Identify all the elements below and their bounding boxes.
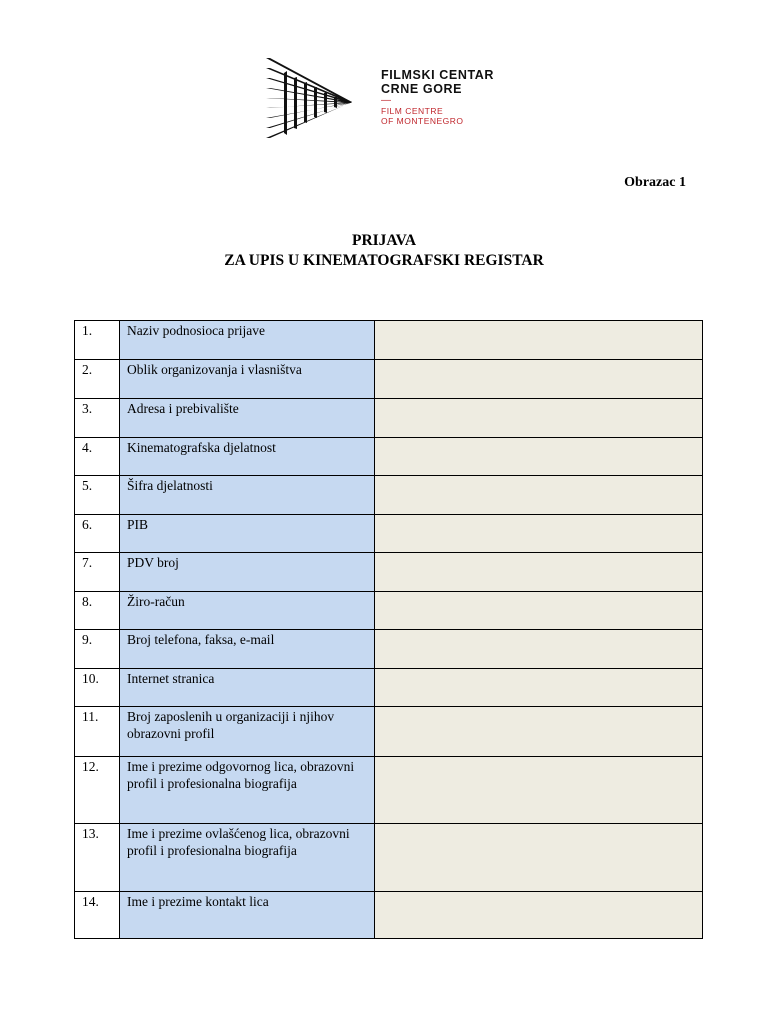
field-value-input[interactable] [375, 707, 703, 757]
field-label: Naziv podnosioca prijave [120, 321, 375, 360]
logo-dash: — [381, 95, 391, 106]
table-row [75, 321, 703, 360]
table-row [75, 592, 703, 630]
field-value-input[interactable] [375, 669, 703, 707]
field-label: Ime i prezime kontakt lica [120, 892, 375, 939]
field-label: Kinematografska djelatnost [120, 438, 375, 476]
logo-sub-line2: OF MONTENEGRO [381, 116, 464, 126]
title-line1: PRIJAVA [351, 232, 417, 249]
field-value-input[interactable] [375, 399, 703, 438]
row-number: 4. [75, 438, 120, 476]
field-label: Šifra djelatnosti [120, 476, 375, 515]
title-line2: ZA UPIS U KINEMATOGRAFSKI REGISTAR [224, 252, 544, 269]
field-value-input[interactable] [375, 757, 703, 824]
registration-form-table [74, 320, 703, 939]
row-number: 13. [75, 824, 120, 892]
row-number: 5. [75, 476, 120, 515]
row-number: 7. [75, 553, 120, 592]
row-number: 9. [75, 630, 120, 669]
table-row [75, 438, 703, 476]
table-row [75, 707, 703, 757]
field-value-input[interactable] [375, 321, 703, 360]
row-number: 12. [75, 757, 120, 824]
field-value-input[interactable] [375, 892, 703, 939]
field-value-input[interactable] [375, 438, 703, 476]
table-row [75, 476, 703, 515]
table-row [75, 757, 703, 824]
logo [264, 56, 524, 146]
logo-sub-line1: FILM CENTRE [381, 106, 444, 116]
row-number: 14. [75, 892, 120, 939]
field-label: Broj telefona, faksa, e-mail [120, 630, 375, 669]
field-label: Ime i prezime ovlašćenog lica, obrazovni profil i profesionalna biografija [120, 824, 375, 892]
field-label: PIB [120, 515, 375, 553]
field-value-input[interactable] [375, 360, 703, 399]
row-number: 11. [75, 707, 120, 757]
row-number: 6. [75, 515, 120, 553]
row-number: 10. [75, 669, 120, 707]
field-value-input[interactable] [375, 476, 703, 515]
logo-text [381, 68, 494, 126]
row-number: 2. [75, 360, 120, 399]
form-number: Obrazac 1 [624, 175, 686, 190]
table-row [75, 824, 703, 892]
field-label: Adresa i prebivalište [120, 399, 375, 438]
row-number: 3. [75, 399, 120, 438]
logo-name-line2: CRNE GORE [381, 82, 463, 96]
field-value-input[interactable] [375, 553, 703, 592]
field-label: Žiro-račun [120, 592, 375, 630]
document-title [0, 231, 768, 271]
field-value-input[interactable] [375, 630, 703, 669]
field-label: Broj zaposlenih u organizaciji i njihov obrazovni profil [120, 707, 375, 757]
field-value-input[interactable] [375, 515, 703, 553]
table-row [75, 360, 703, 399]
table-row [75, 892, 703, 939]
field-label: Oblik organizovanja i vlasništva [120, 360, 375, 399]
logo-name-line1: FILMSKI CENTAR [381, 68, 495, 82]
field-label: PDV broj [120, 553, 375, 592]
table-row [75, 399, 703, 438]
row-number: 1. [75, 321, 120, 360]
table-row [75, 630, 703, 669]
table-row [75, 553, 703, 592]
table-row [75, 515, 703, 553]
row-number: 8. [75, 592, 120, 630]
field-label: Internet stranica [120, 669, 375, 707]
field-label: Ime i prezime odgovornog lica, obrazovni profil i profesionalna biografija [120, 757, 375, 824]
logo-mark-icon [264, 56, 356, 146]
field-value-input[interactable] [375, 824, 703, 892]
table-row [75, 669, 703, 707]
field-value-input[interactable] [375, 592, 703, 630]
